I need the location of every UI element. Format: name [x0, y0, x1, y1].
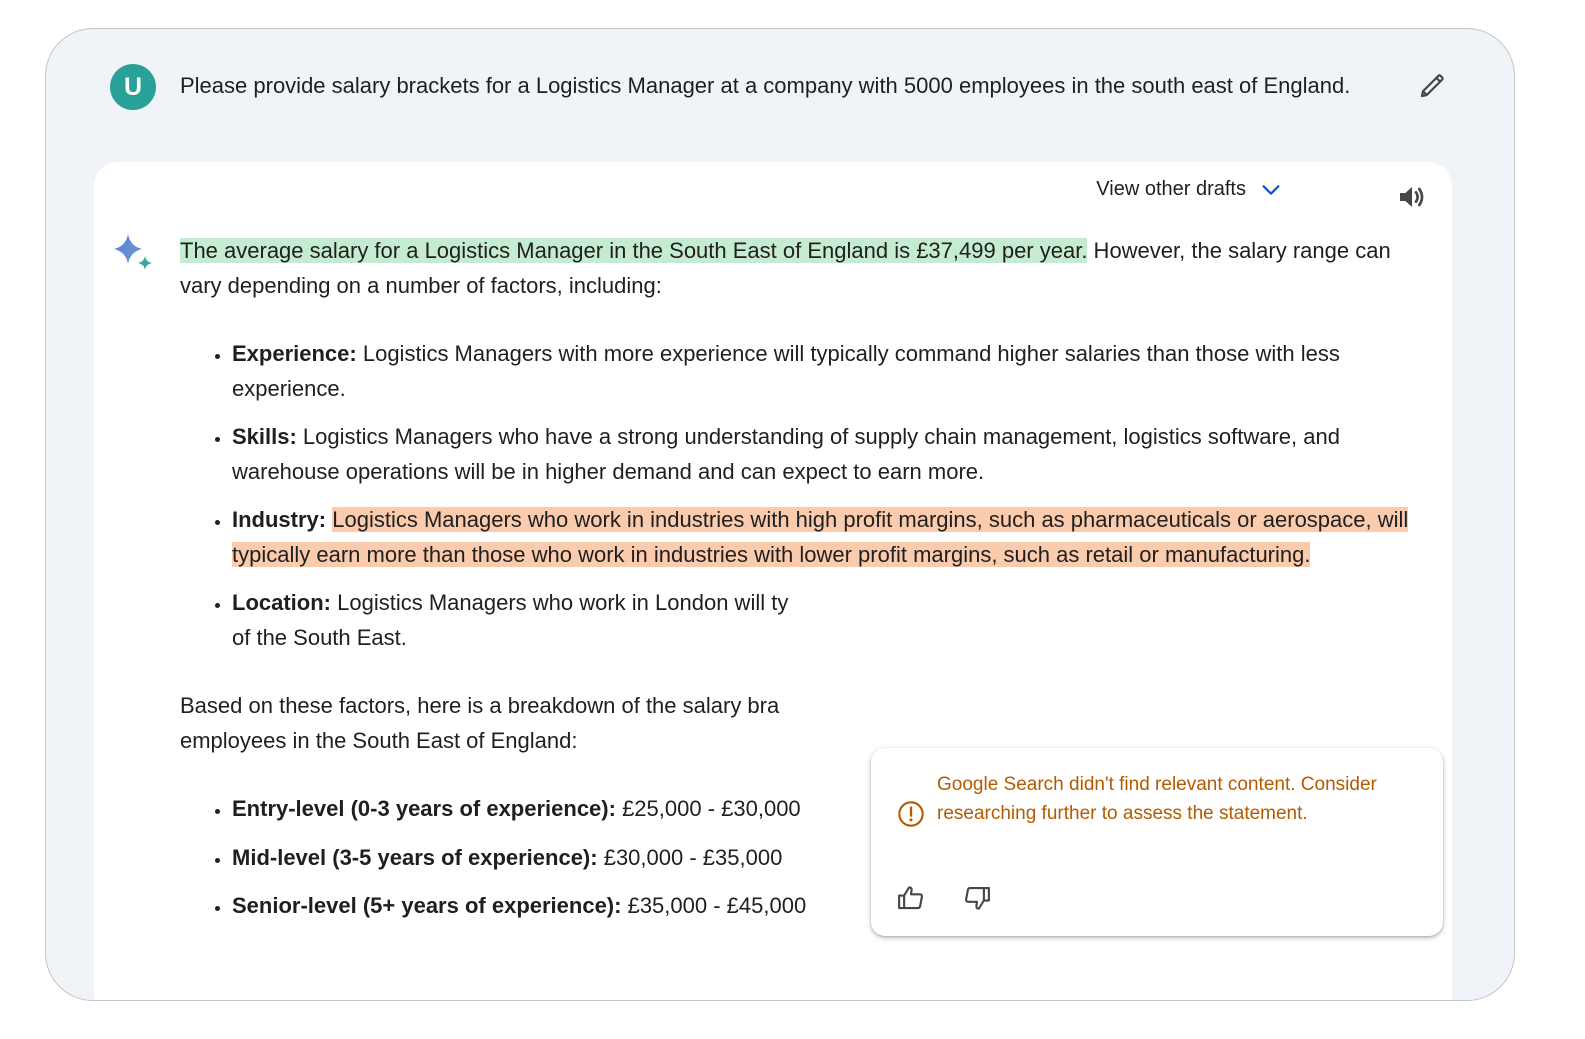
factor-text: Logistics Managers who have a strong understanding of supply chain management, logistics software, and warehouse operations will be in higher demand and can expect to earn more.	[232, 424, 1340, 484]
factor-term: Skills:	[232, 424, 297, 449]
factor-term: Location:	[232, 590, 331, 615]
grounded-statement-highlight[interactable]: The average salary for a Logistics Manager in the South East of England is £37,499 per year.	[180, 238, 1088, 263]
double-check-message: Google Search didn't find relevant content. Consider researching further to assess the statement.	[937, 774, 1377, 824]
intro-text: However, the salary range can vary depending on a number of factors, including:	[180, 238, 1391, 298]
bracket-level: Senior-level (5+ years of experience):	[232, 893, 622, 918]
speaker-icon	[1396, 181, 1428, 213]
bracket-range: £30,000 - £35,000	[597, 844, 783, 870]
list-item	[232, 420, 1410, 489]
list-item	[232, 586, 1410, 655]
user-prompt-text: Please provide salary brackets for a Logistics Manager at a company with 5000 employees in the south east of England.	[180, 73, 1351, 98]
view-other-drafts-button[interactable]	[1096, 178, 1282, 201]
factor-term: Industry:	[232, 507, 327, 532]
response-card	[94, 162, 1452, 1001]
edit-prompt-button[interactable]	[1414, 68, 1450, 104]
thumbs-up-button[interactable]	[895, 882, 927, 914]
bracket-level: Mid-level (3-5 years of experience):	[232, 844, 598, 870]
factor-text-continued: of the South East.	[232, 624, 407, 650]
thumbs-down-button[interactable]	[961, 882, 993, 914]
breakdown-intro-line-1: Based on these factors, here is a breakdown of the salary bra	[180, 693, 780, 718]
feedback-actions	[895, 882, 993, 914]
gemini-sparkle-icon	[112, 232, 156, 276]
pencil-icon	[1417, 71, 1447, 101]
factor-text: Logistics Managers who work in London will ty	[331, 590, 789, 615]
user-avatar[interactable]: U	[110, 64, 156, 110]
warning-icon	[897, 800, 925, 828]
factors-list	[180, 337, 1410, 655]
breakdown-intro-line-2: employees in the South East of England:	[180, 727, 578, 753]
list-item	[232, 337, 1410, 406]
response-intro	[180, 234, 1410, 303]
unverified-statement-highlight[interactable]: Logistics Managers who work in industries with high profit margins, such as pharmaceuticals or aerospace, will typically earn more than those who work in industries with lower profit margins, such as retail or manufacturing.	[232, 507, 1409, 567]
thumbs-down-icon	[962, 883, 992, 913]
chevron-down-icon	[1260, 179, 1282, 201]
bracket-range: £25,000 - £30,000	[615, 796, 801, 821]
bracket-range: £35,000 - £45,000	[621, 893, 807, 918]
chat-frame	[45, 28, 1515, 1001]
double-check-popup	[871, 748, 1443, 936]
list-item	[232, 503, 1410, 572]
thumbs-up-icon	[896, 883, 926, 913]
view-other-drafts-label: View other drafts	[1096, 178, 1246, 200]
factor-text: Logistics Managers with more experience will typically command higher salaries than those with less experience.	[232, 341, 1340, 401]
bracket-level: Entry-level (0-3 years of experience):	[232, 796, 616, 821]
factor-term: Experience:	[232, 341, 357, 366]
read-aloud-button[interactable]	[1394, 179, 1430, 215]
